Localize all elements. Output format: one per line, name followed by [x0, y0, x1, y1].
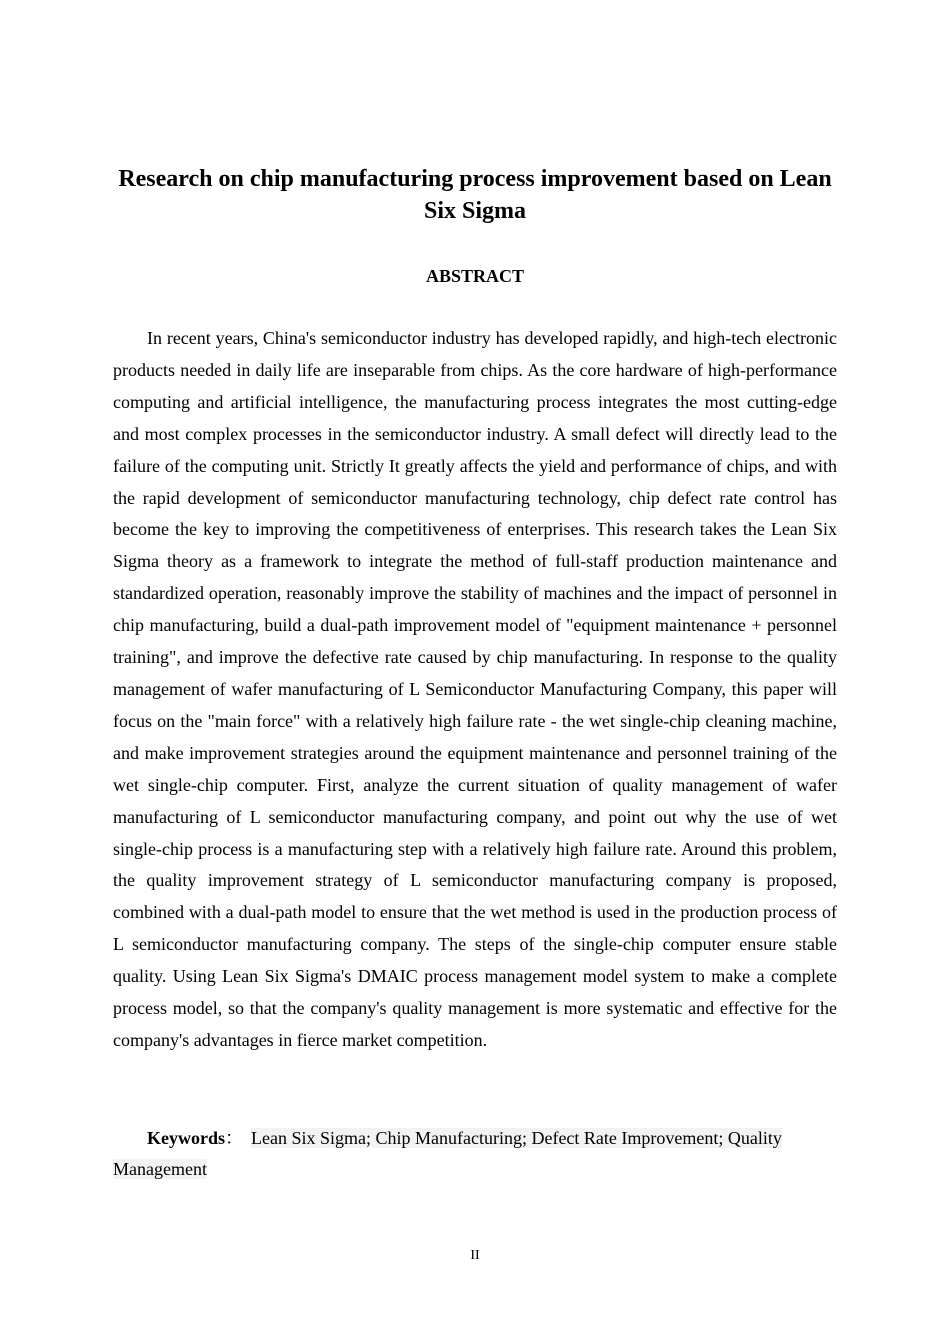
abstract-body: In recent years, China's semiconductor industry has developed rapidly, and high-tech electronic products needed in daily life are inseparable from chips. As the core hardware of high-performance computing and artificial intelligence, the manufacturing process integrates the most cutting-edge and most complex processes in the semiconductor industry. A small defect will directly lead to the failure of the computing unit. Strictly It greatly affects the yield and performance of chips, and with the rapid development of semiconductor manufacturing technology, chip defect rate control has become the key to improving the competitiveness of enterprises. This research takes the Lean Six Sigma theory as a framework to integrate the method of full-staff production maintenance and standardized operation, reasonably improve the stability of machines and the impact of personnel in chip manufacturing, build a dual-path improvement model of "equipment maintenance + personnel training", and improve the defective rate caused by chip manufacturing. In response to the quality management of wafer manufacturing of L Semiconductor Manufacturing Company, this paper will focus on the "main force" with a relatively high failure rate - the wet single-chip cleaning machine, and make improvement strategies around the equipment maintenance and personnel training of the wet single-chip computer. First, analyze the current situation of quality management of wafer manufacturing of L semiconductor manufacturing company, and point out why the use of wet single-chip process is a manufacturing step with a relatively high failure rate. Around this problem, the quality improvement strategy of L semiconductor manufacturing company is proposed, combined with a dual-path model to ensure that the wet method is used in the production process of L semiconductor manufacturing company. The steps of the single-chip computer ensure stable quality. Using Lean Six Sigma's DMAIC process management model system to make a complete process model, so that the company's quality management is more systematic and effective for the company's advantages in fierce market competition. — [113, 328, 837, 1050]
keywords-value: Lean Six Sigma; Chip Manufacturing; Defect Rate Improvement; Quality Management — [113, 1128, 782, 1179]
keywords-line — [113, 1123, 837, 1185]
abstract-heading: ABSTRACT — [425, 266, 525, 286]
document-title: Research on chip manufacturing process improvement based on Lean Six Sigma — [118, 166, 832, 224]
page-number: II — [470, 1248, 480, 1263]
keywords-label: Keywords — [147, 1128, 225, 1148]
keywords-separator: ： — [225, 1128, 243, 1148]
